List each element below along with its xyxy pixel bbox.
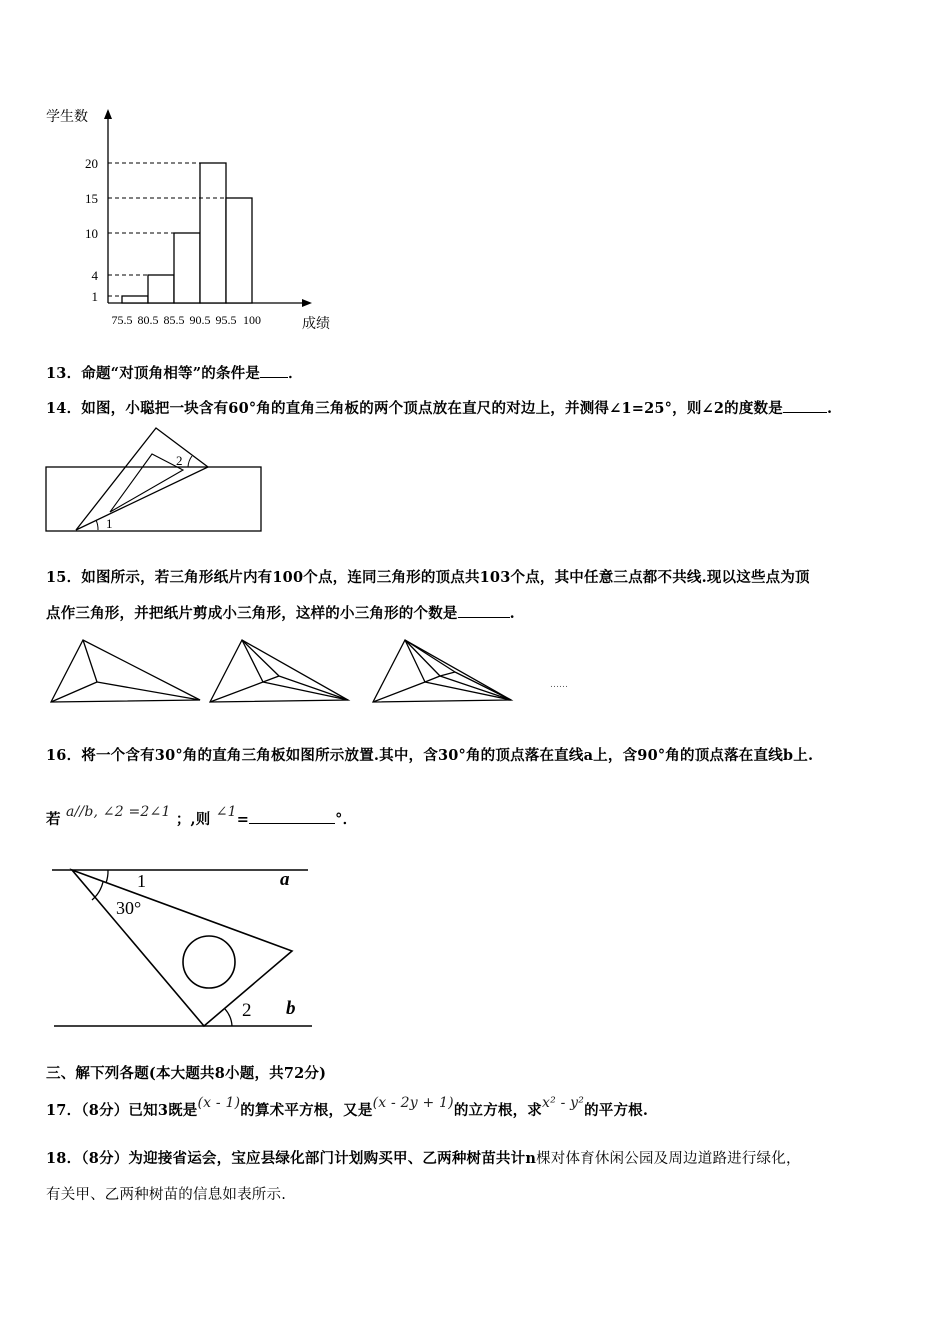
ellipsis-dots: …… (550, 679, 568, 689)
parallel-lines-figure (50, 858, 320, 1038)
label-1: 1 (137, 871, 146, 891)
q13-text: 13．命题“对顶角相等”的条件是 (46, 365, 261, 382)
x-tick-label: 85.5 (163, 313, 185, 327)
set-square-inner (110, 454, 183, 512)
set-square-outer (76, 428, 208, 530)
angle-30-arc (92, 882, 103, 900)
angle-1-arc (96, 520, 98, 530)
question-14 (46, 397, 832, 418)
x-tick-label: 75.5 (111, 313, 133, 327)
x-tick-label: 100 (243, 313, 261, 327)
q16-prefix: 若 (46, 811, 61, 828)
q15-blank[interactable] (458, 605, 510, 618)
q13-end: ． (288, 365, 303, 382)
q16-mid: ；,则 (175, 811, 211, 828)
q17-p4: 的平方根. (584, 1102, 649, 1119)
y-axis-arrow (104, 109, 112, 119)
histogram-layer (46, 108, 330, 332)
x-axis-label: 成绩 (302, 317, 330, 332)
q17-expr1: (x - 1) (197, 1095, 241, 1111)
x-axis-arrow (302, 299, 312, 307)
q14-blank[interactable] (783, 400, 827, 413)
section-3-text: 三、解下列各题(本大题共8小题，共72分) (46, 1065, 327, 1082)
y-tick-label: 15 (85, 191, 98, 206)
q15-line1: 15．如图所示，若三角形纸片内有100个点，连同三角形的顶点共103个点，其中任意三点都不共线.现以这些点为顶 (46, 569, 810, 586)
question-18-line2 (46, 1183, 286, 1204)
q15-line2: 点作三角形，并把纸片剪成小三角形，这样的小三角形的个数是 (46, 605, 458, 622)
x-tick-label: 90.5 (189, 313, 211, 327)
ruler-triangle-figure (40, 422, 270, 537)
question-17 (46, 1095, 649, 1120)
histogram-bar (148, 275, 174, 303)
label-b: b (286, 998, 296, 1019)
angle-2-label: 2 (176, 453, 183, 468)
triangle-3 (373, 640, 511, 702)
q16-angle: ∠1 (215, 804, 237, 820)
question-15-line1 (46, 566, 810, 587)
question-18-line1 (46, 1147, 801, 1168)
q16-end: °． (335, 811, 358, 828)
q17-expr2: (x - 2y + 1) (372, 1095, 454, 1111)
question-13 (46, 362, 303, 383)
x-tick-label: 80.5 (137, 313, 159, 327)
q17-p2: 的算术平方根，又是 (240, 1102, 373, 1119)
q13-blank[interactable] (260, 365, 288, 378)
q16-condition: a//b, ∠2 =2∠1 (65, 804, 171, 820)
q18-line1-bold: 18．（8分）为迎接省运会，宝应县绿化部门计划购买甲、乙两种树苗共计n (46, 1150, 537, 1167)
histogram-bar (122, 296, 148, 303)
y-axis-label: 学生数 (46, 110, 88, 125)
question-15-line2 (46, 602, 515, 623)
section-3-title (46, 1062, 326, 1083)
label-2: 2 (242, 1000, 252, 1021)
label-30: 30° (116, 898, 142, 918)
set-square (72, 870, 292, 1026)
q17-expr3: x² - y² (542, 1095, 585, 1111)
triangle-points-figure (45, 630, 605, 710)
angle-2-arc (225, 1009, 232, 1026)
label-a: a (280, 869, 290, 890)
q18-line2: 有关甲、乙两种树苗的信息如表所示. (46, 1187, 287, 1203)
ruler (46, 467, 261, 531)
histogram-bar (174, 233, 200, 303)
q15-end: . (509, 605, 515, 622)
set-square-hole (183, 936, 235, 988)
q16-blank[interactable] (249, 811, 335, 824)
question-16-line1 (46, 744, 813, 765)
question-16-line2 (46, 804, 358, 829)
q17-p3: 的立方根，求 (453, 1102, 543, 1119)
y-tick-label: 20 (85, 156, 98, 171)
x-tick-label: 95.5 (215, 313, 237, 327)
q17-p1: 17．（8分）已知3既是 (46, 1102, 198, 1119)
q18-line1-plain: 棵对体育休闲公园及周边道路进行绿化， (536, 1151, 801, 1167)
histogram-bar (200, 163, 226, 303)
angle-2-arc (188, 456, 192, 467)
q14-end: . (826, 400, 833, 417)
angle-1-label: 1 (106, 516, 113, 531)
histogram-bar (226, 198, 252, 303)
q16-eq: = (236, 811, 250, 828)
y-tick-label: 4 (91, 268, 98, 283)
histogram-chart (40, 95, 360, 340)
y-tick-label: 1 (91, 289, 98, 304)
triangle-1 (51, 640, 200, 702)
angle-1-arc (106, 870, 108, 883)
triangle-2 (210, 640, 348, 702)
q16-line1: 16．将一个含有30°角的直角三角板如图所示放置.其中，含30°角的顶点落在直线a上，含90°角的顶点落在直线b上. (46, 747, 814, 764)
y-tick-label: 10 (85, 226, 98, 241)
q14-text: 14．如图，小聪把一块含有60°角的直角三角板的两个顶点放在直尺的对边上，并测得∠1=25°，则∠2的度数是 (46, 400, 783, 417)
